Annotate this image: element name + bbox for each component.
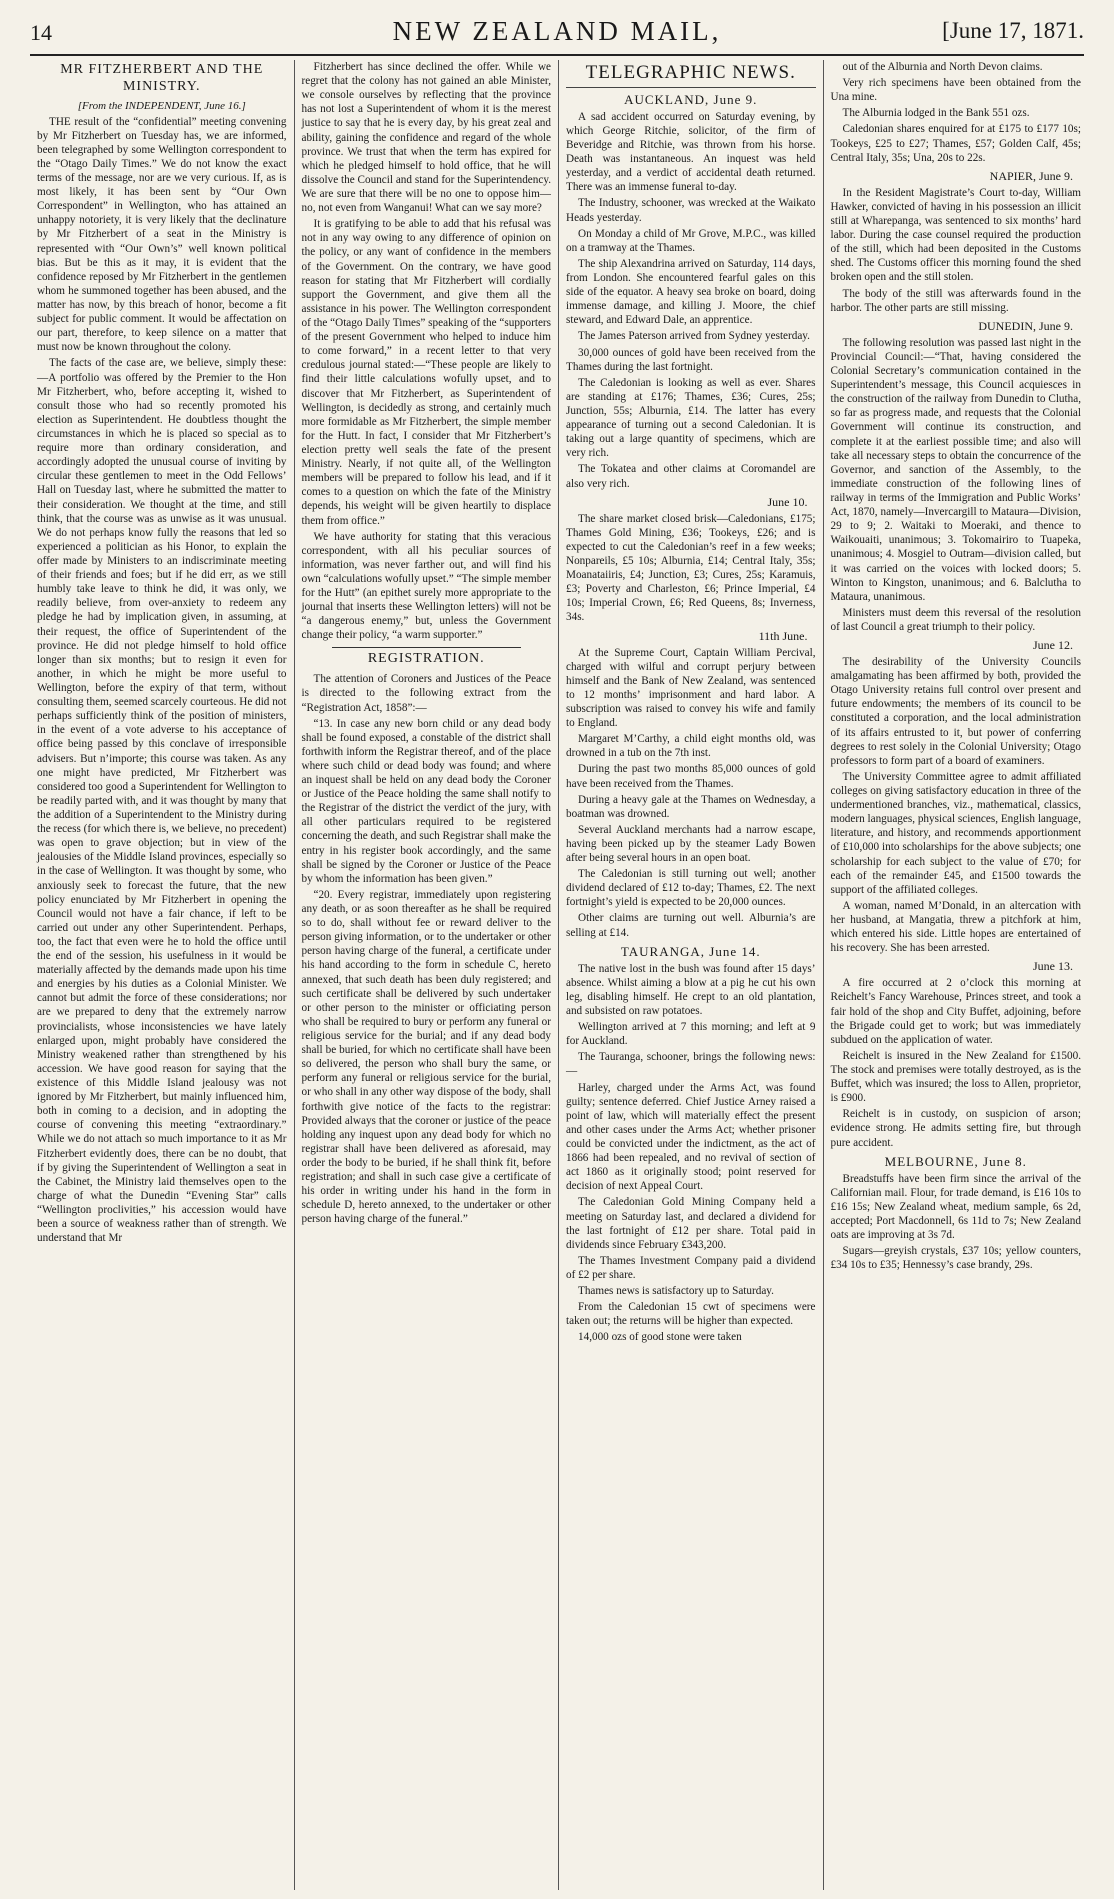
article-paragraph: The Caledonian is looking as well as ever. Shares are standing at £176; Thames, £36; Cures, 25s; Junction, 55s; Alburnia, £14. The latter has every appearance of turning out a second Caledonian. It is taking out a large quantity of specimens, which are very rich. [566, 376, 816, 460]
article-paragraph: In the Resident Magistrate’s Court to-day, William Hawker, convicted of having in his possession an illicit still at Wharepanga, was sentenced to six months’ hard labor. During the case counsel required the production of the still, which had been deposited in the Customs shed. The Customs officer this morning found the shed broken open and the still stolen. [830, 186, 1081, 284]
article-paragraph: A sad accident occurred on Saturday evening, by which George Ritchie, solicitor, of the firm of Beveridge and Ritchie, was thrown from his horse. Death was instantaneous. An inquest was held yesterday, and a verdict of accidental death returned. There was an immense funeral to-day. [566, 110, 816, 194]
article-paragraph: Wellington arrived at 7 this morning; and left at 9 for Auckland. [566, 1021, 816, 1048]
article-paragraph: The ship Alexandrina arrived on Saturday, 114 days, from London. She encountered fearful gales on this side of the equator. A heavy sea broke on board, doing immense damage, and killing J. Moore, the chief steward, and Edward Dale, an apprentice. [566, 257, 816, 327]
article-paragraph: Caledonian shares enquired for at £175 to £177 10s; Tookeys, £25 to £27; Thames, £57; Golden Calf, 45s; Central Italy, 35s; Una, 20s to 22s. [830, 123, 1081, 164]
column-2 [295, 60, 560, 1890]
article-paragraph: The James Paterson arrived from Sydney yesterday. [578, 330, 810, 343]
article-body [566, 512, 816, 625]
article-paragraph: Several Auckland merchants had a narrow escape, having been picked up by the steamer Lady Bowen after being several hours in an open boat. [566, 823, 816, 865]
dateline: AUCKLAND, June 9. [624, 91, 758, 107]
masthead [30, 14, 1084, 56]
article-paragraph: Fitzherbert has since declined the offer. While we regret that the colony has not gained an able Minister, we console ourselves by reflecting that the province has not lost a Superintendent of whom it is the merest justice to say that he is every day, by his great zeal and ability, gaining the confidence and regard of the whole province. We trust that when the term has expired for which he pledged himself to hold office, that he will dissolve the Council and stand for the Superintendency. We are sure that there will be no one to oppose him—no, not even from Wanganui! What can we say more? [301, 61, 551, 215]
article-body [302, 60, 552, 642]
dateline: MELBOURNE, June 8. [884, 1153, 1027, 1169]
page-number: 14 [30, 20, 52, 45]
article-paragraph: The Alburnia lodged in the Bank 551 ozs. [842, 107, 1030, 120]
column-3 [559, 60, 824, 1890]
article-body [831, 976, 1082, 1149]
article-body [566, 962, 816, 1345]
article-headline: MR FITZHERBERT AND THE MINISTRY. [60, 62, 264, 94]
article-paragraph: Very rich specimens have been obtained from the Una mine. [830, 77, 1081, 104]
issue-date: [June 17, 1871. [942, 18, 1084, 43]
article-paragraph: out of the Alburnia and North Devon claims. [842, 61, 1043, 73]
column-1 [30, 60, 295, 1890]
article-paragraph: “20. Every registrar, immediately upon registering any death, or as soon thereafter as he shall be required so to do, shall without fee or reward deliver to the person giving information, or to the undertaker or other person having charge of the funeral, a certificate under his hand according to the form in schedule C, hereto annexed, that such death has been duly registered; and such certificate shall be delivered by such undertaker or other person to the minister or officiating person who shall be required to bury or perform any funeral or religious service for the burial; and if any dead body shall be buried, for which no certificate shall have been so delivered, the person who shall bury the same, or perform any funeral or religious service for the burial, or who shall in any other way dispose of the body, shall forthwith give notice of the facts to the registrar: Provided always that the coroner or justice of the peace holding any inquest upon any dead body for which no registrar shall have been delivered as aforesaid, may order the body to be buried, if he shall think fit, before registration; and shall in such case give a certificate of his order in writing under his hand in the form in schedule D, hereto annexed, to the undertaker or other person having charge of the funeral.” [301, 888, 551, 1226]
article-body [566, 646, 816, 940]
article-body [831, 655, 1082, 955]
article-paragraph: During a heavy gale at the Thames on Wednesday, a boatman was drowned. [566, 793, 816, 820]
article-paragraph: “13. In case any new born child or any dead body shall be found exposed, a constable of the district shall forthwith inform the Registrar thereof, and of the place where such child or dead body was found; and where an inquest shall be held on any dead body the Coroner or Justice of the Peace holding the same shall notify to the Registrar of the district the verdict of the jury, with all other particulars required to be registered concerning the death, and such Registrar shall make the entry in his register book accordingly, and the same shall be signed by the Coroner or Justice of the Peace by whom the information has been given.” [301, 717, 551, 885]
article-paragraph: THE result of the “confidential” meeting convening by Mr Fitzherbert on Tuesday has, we are informed, been telegraphed by some Wellington correspondent to the “Otago Daily Times.” We do not know the exact terms of the message, nor are we very curious. If, as is most likely, it has been sent by “Our Own Correspondent” in Wellington, who has attained an unhappy notoriety, it is very likely that the declinature by Mr Fitzherbert of a seat in the Ministry is represented with “Our Own’s” well known political bias. But be this as it may, it is evident that the confidence reposed by Mr Fitzherbert in the gentlemen whom he summoned together has been abused, and the matter has now, by this breach of honor, become a fit subject for public comment. It would be affectation on our part, therefore, to keep silence on a matter that must now be known throughout the colony. [37, 115, 287, 354]
divider [332, 647, 522, 648]
article-body [831, 1172, 1082, 1273]
dateline: June 13. [1033, 959, 1073, 974]
article-paragraph: Other claims are turning out well. Alburnia’s are selling at £14. [566, 912, 816, 939]
newspaper-title: NEW ZEALAND MAIL, [392, 16, 722, 46]
article-paragraph: The Tauranga, schooner, brings the following news:— [566, 1051, 816, 1078]
article-body [566, 110, 816, 491]
article-paragraph: The facts of the case are, we believe, simply these:—A portfolio was offered by the Premier to the Hon Mr Fitzherbert, who, before accepting it, wished to consult those who had so recently promoted his election as Superintendent. He doubtless thought the circumstances in which he is placed so special as to require more than ordinary consideration, and accordingly adopted the unusual course of inviting by circular these gentlemen to meet in the Odd Fellows’ Hall on Tuesday last, where he submitted the matter to their consideration. We thought at the time, and still think, that the course was as unwise as it was unusual. We do not perhaps know fully the reasons that led so experienced a politician as his Honor, to explain the offer made by Ministers to an indiscriminate meeting of their friends and foes; but if he did err, as we still humbly take leave to think he did, it was only, we readily believe, from over-anxiety to redeem any pledge he had by implication given, in assuming, at their request, the office of Superintendent of the province. He did not pledge himself to hold office longer than six months; but to resign it even for another, in which he might be more useful to Wellington, before the expiry of that term, without consulting them, seemed scarcely courteous. He did not perhaps sufficiently think of the position of ministers, in the event of a vote adverse to his acceptance of office being passed by this conclave of irresponsible advisers. But n’importe; this course was taken. As any one might have predicted, Mr Fitzherbert was considered too good a Superintendent for Wellington to be readily parted with, and it was thought by many that the addition of a Superintendent to the Ministry during the recess (for which there is, we believe, no precedent) was open to grave objection; but in view of the jealousies of the Middle Island provinces, especially so in the case of Wellington. It was thought by some, who anxiously seek to forecast the future, that the new policy enunciated by Mr Fitzherbert in opening the Council would not have a fair chance, if left to be carried out under any other Superintendent. Perhaps, too, the fact that even were he to hold the office until the end of the session, his usefulness in it would be materially affected by the demands made upon his time and energies by his duties as a Colonial Minister. We cannot but admit the force of these considerations; nor are we prepared to deny that the extremely narrow provincialists, whose inconsistencies we have lately enlarged upon, might probably have considered the Ministry weakened rather than strengthened by his accession. We have good reason for saying that the existence of this Middle Island jealousy was not ignored by Mr Fitzherbert, but mainly influenced him, both in coming to a decision, and in adopting the course of convening this meeting “extraordinary.” While we do not attach so much importance to it as Mr Fitzherbert evidently does, there can be no doubt, that if by giving the Superintendent of Wellington a seat in the Cabinet, the Ministry laid themselves open to the charge of what the Dunedin “Evening Star” calls “Wellington proclivities,” his accession would have been a source of weakness rather than of strength. We understand that Mr [37, 357, 287, 1245]
dateline: 11th June. [758, 628, 808, 643]
article-paragraph: Sugars—greyish crystals, £37 10s; yellow counters, £34 10s to £35; Hennessy’s case brandy, 29s. [830, 1245, 1081, 1272]
article-source: [From the INDEPENDENT, June 16.] [77, 99, 246, 112]
article-paragraph: A fire occurred at 2 o’clock this morning at Reichelt’s Fancy Warehouse, Princes street, and took a fair hold of the shop and City Buffet, adjoining, before the Brigade could get to work; but was immediately subdued on the application of water. [830, 977, 1081, 1046]
dateline: June 12. [1033, 638, 1073, 653]
column-4 [824, 60, 1089, 1890]
article-paragraph: The share market closed brisk—Caledonians, £175; Thames Gold Mining, £36; Tookeys, £26; and is expected to cut the Caledonian’s reef in a few weeks; Nonpareils, £5 10s; Alburnia, £14; Central Italy, 35s; Moanataiiris, £4; Junction, £3; Cures, 25s; Karamuis, £3; Poverty and Charleston, £6; Prince Imperial, £4 10s; Imperial Crown, £6; Red Queens, 8s; Inverness, 34s. [566, 512, 816, 624]
article-body [831, 336, 1082, 634]
dateline: DUNEDIN, June 9. [978, 318, 1073, 333]
dateline: June 10. [767, 494, 808, 509]
article-paragraph: Harley, charged under the Arms Act, was found guilty; sentence deferred. Chief Justice Arney raised a point of law, which will materially effect the present and other cases under the Arms Act; whether prisoner could be convicted under the indictment, as the act of 1866 had been repealed, and no revival of section of act 1860 as it originally stood; point reserved for decision of next Appeal Court. [566, 1081, 816, 1193]
article-paragraph: We have authority for stating that this veracious correspondent, with all his peculiar sources of information, was never farther out, and will find his own “calculations wofully upset.” “The simple member for the Hutt” (an epithet surely more appropriate to the journal that inserts these Wellington letters) will not be “a dangerous enemy,” but, unless the Government change their policy, “a warm supporter.” [301, 530, 551, 642]
article-body [831, 60, 1082, 165]
article-paragraph: Reichelt is insured in the New Zealand for £1500. The stock and premises were totally destroyed, as is the Buffet, which was insured; the loss to Allen, proprietor, is £900. [830, 1049, 1081, 1105]
article-paragraph: The body of the still was afterwards found in the harbor. The other parts are still missing. [830, 287, 1081, 314]
article-paragraph: 14,000 ozs of good stone were taken [578, 1331, 742, 1344]
article-paragraph: From the Caledonian 15 cwt of specimens were taken out; the returns will be higher than expected. [566, 1301, 816, 1328]
article-paragraph: The Caledonian Gold Mining Company held a meeting on Saturday last, and declared a dividend for the last fortnight of £12 per share. Total paid in dividends since February £343,200. [566, 1196, 816, 1251]
article-paragraph: The following resolution was passed last night in the Provincial Council:—“That, having considered the Colonial Secretary’s communication contained in the Superintendent’s message, this Council acquiesces in the construction of the railway from Dunedin to Clutha, so far as progress made, and requests that the Colonial Government will continue its construction, and complete it at the earliest possible time; and also will take all necessary steps to obtain the concurrence of the Governor, and sanction of the Assembly, to the immediate construction of the following lines of railway in terms of the Immigration and Public Works’ Act, 1870, namely—Invercargill to Mataura—Division, 29 to 9; 2. Waitaki to Moeraki, and thence to Waikouaiti, unanimous; 3. Tokomairiro to Tuapeka, unanimous; 4. Mosgiel to Outram—division called, but it was carried on the voices with locked doors; 5. Winton to Kingston, unanimous; and 6. Balclutha to Mataura, unanimous. [830, 336, 1081, 603]
article-paragraph: During the past two months 85,000 ounces of gold have been received from the Thames. [566, 763, 816, 790]
columns [30, 60, 1088, 1890]
article-paragraph: The University Committee agree to admit affiliated colleges on giving satisfactory education in three of the undermentioned branches, viz., mathematical, classics, modern languages, physical sciences, English language, literature, and history, and recommends apportionment of £10,000 into scholarships for the above subjects; one scholarship for each subject to the value of £70; for each of the remainder £45, and £1500 towards the support of the affiliated colleges. [830, 770, 1081, 896]
article-paragraph: The desirability of the University Councils amalgamating has been affirmed by both, provided the Otago University retains full control over present and future endowments; the members of its council to be constituted a corporation, and the local administration of its affairs entrusted to it, but power of conferring degrees to rest solely in the Colonial University; Otago professors to form part of a board of examiners. [830, 656, 1081, 767]
article-body [831, 186, 1082, 315]
article-headline: REGISTRATION. [367, 651, 485, 667]
article-paragraph: 30,000 ounces of gold have been received from the Thames during the last fortnight. [566, 346, 816, 373]
article-body [37, 115, 287, 1246]
article-paragraph: Reichelt is in custody, on suspicion of arson; evidence strong. He admits setting fire, but through pure accident. [830, 1108, 1081, 1149]
article-paragraph: The native lost in the bush was found after 15 days’ absence. Whilst aiming a blow at a pig he cut his own leg, disabling himself. He crept to an old plantation, and subsisted on raw potatoes. [566, 962, 816, 1018]
article-body [302, 672, 552, 1226]
article-paragraph: At the Supreme Court, Captain William Percival, charged with wilful and corrupt perjury between himself and the Bank of New Zealand, was sentenced to 12 months’ imprisonment and hard labor. A subscription was raised to convey his wife and family to England. [566, 646, 816, 730]
section-headline: TELEGRAPHIC NEWS. [566, 62, 816, 88]
article-paragraph: Breadstuffs have been firm since the arrival of the Californian mail. Flour, for trade demand, is £16 10s to £16 15s; New Zealand wheat, medium sample, 6s 2d, accepted; Port Macdonnell, 6s 11d to 7s; New Zealand oats are improving at 3s 7d. [830, 1172, 1081, 1242]
article-paragraph: The attention of Coroners and Justices of the Peace is directed to the following extract from the “Registration Act, 1858”:— [301, 673, 551, 714]
article-paragraph: Thames news is satisfactory up to Saturday. [578, 1285, 774, 1298]
article-paragraph: Ministers must deem this reversal of the resolution of last Council a great triumph to their policy. [830, 606, 1081, 633]
article-paragraph: The Tokatea and other claims at Coromandel are also very rich. [566, 463, 816, 490]
article-paragraph: The Caledonian is still turning out well; another dividend declared of £12 to-day; Thames, £2. The next fortnight’s yield is expected to be 20,000 ounces. [566, 868, 816, 909]
dateline: NAPIER, June 9. [989, 168, 1073, 183]
article-paragraph: The Industry, schooner, was wrecked at the Waikato Heads yesterday. [566, 197, 816, 224]
article-paragraph: On Monday a child of Mr Grove, M.P.C., was killed on a tramway at the Thames. [566, 227, 816, 254]
article-paragraph: It is gratifying to be able to add that his refusal was not in any way owing to any difference of opinion on the policy, or any want of confidence in the members of the Government. On the contrary, we have good reason for stating that Mr Fitzherbert will cordially support the Government, and give them all the assistance in his power. The Wellington correspondent of the “Otago Daily Times” speaking of the “supporters of the present Government who helped to induce him to come forward,” in a recent letter to that very credulous journal stated:—“These people are likely to find their little calculations wofully upset, and to discover that Mr Fitzherbert, as Superintendent of Wellington, is decidedly as strong, and certainly much more formidable as Mr Fitzherbert, the simple member for the Hutt. In fact, I consider that Mr Fitzherbert’s election pretty well seals the fate of the present Ministry. Nearly, if not quite all, of the Wellington members will be prepared to follow his lead, and if it comes to a question on which the fate of the Ministry depends, his weight will be given heartily to displace them from office.” [301, 218, 551, 527]
dateline: TAURANGA, June 14. [620, 943, 761, 959]
article-paragraph: The Thames Investment Company paid a dividend of £2 per share. [566, 1254, 816, 1281]
article-paragraph: Margaret M’Carthy, a child eight months old, was drowned in a tub on the 7th inst. [566, 733, 816, 760]
article-paragraph: A woman, named M’Donald, in an altercation with her husband, at Mangatia, threw a pitchfork at him, which entered his side. Little hopes are entertained of his recovery. She has been arrested. [830, 899, 1081, 955]
